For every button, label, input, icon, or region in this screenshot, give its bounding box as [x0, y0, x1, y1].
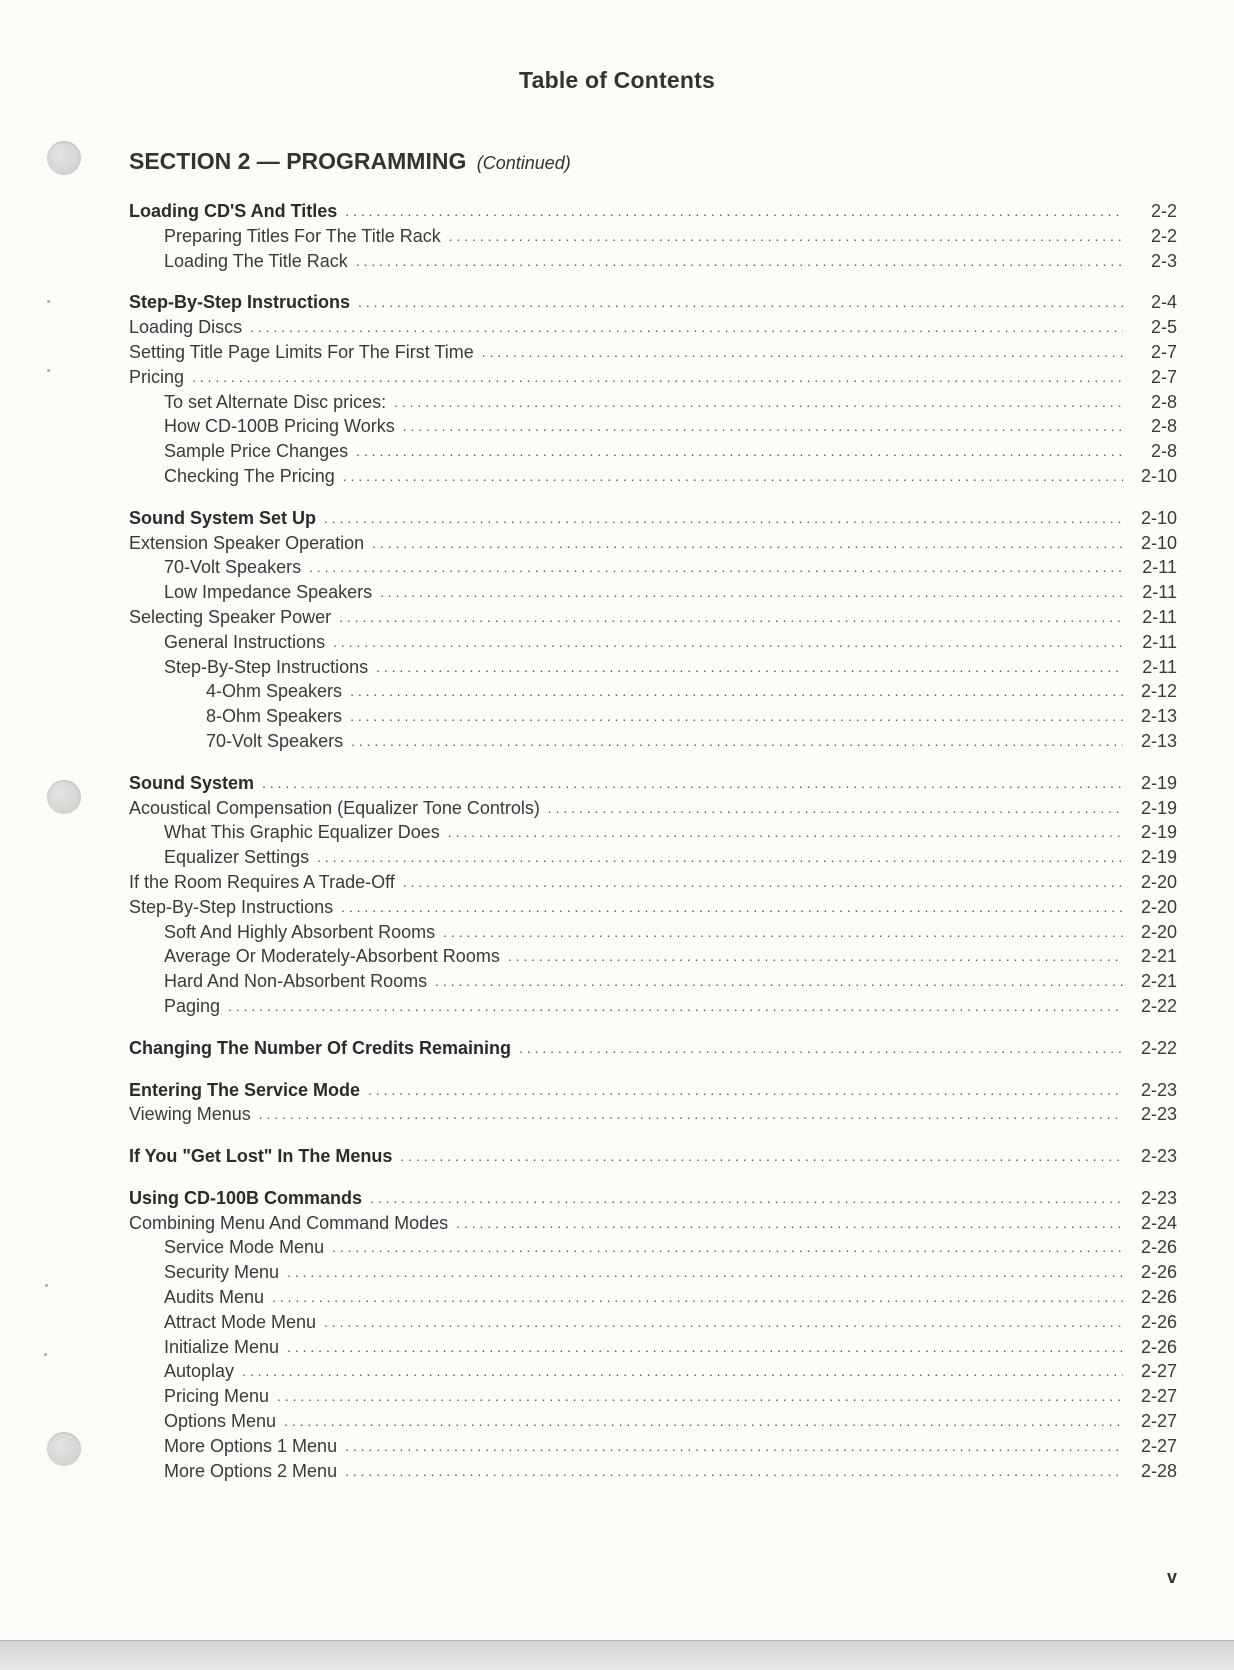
toc-entry[interactable]	[129, 1285, 1177, 1310]
toc-entry-label: Extension Speaker Operation	[129, 532, 365, 553]
toc-entry[interactable]	[129, 1260, 1177, 1285]
toc-entry-label: Acoustical Compensation (Equalizer Tone Controls)	[129, 797, 540, 818]
toc-entry-page: 2-26	[1140, 1262, 1177, 1283]
toc-dot-leader	[284, 1409, 1123, 1434]
toc-entry-page: 2-19	[1140, 847, 1177, 868]
toc-entry-label: Sound System Set Up	[129, 507, 317, 528]
toc-entry[interactable]	[129, 870, 1177, 895]
toc-entry[interactable]	[129, 704, 1177, 729]
toc-entry-page: 2-19	[1140, 822, 1177, 843]
toc-entry-label: Security Menu	[164, 1262, 280, 1283]
toc-entry-label: Entering The Service Mode	[129, 1079, 361, 1100]
toc-dot-leader	[376, 655, 1123, 680]
toc-entry-label: Equalizer Settings	[164, 847, 310, 868]
toc-entry-page: 2-23	[1140, 1187, 1177, 1208]
toc-entry-page: 2-7	[1150, 341, 1177, 362]
toc-entry-label: Average Or Moderately-Absorbent Rooms	[164, 946, 500, 967]
toc-entry-page: 2-28	[1140, 1460, 1177, 1481]
toc-entry-label: Using CD-100B Commands	[129, 1187, 363, 1208]
toc-entry-page: 2-26	[1140, 1311, 1177, 1332]
toc-entry-page: 2-13	[1140, 706, 1177, 727]
toc-entry-page: 2-26	[1140, 1237, 1177, 1258]
toc-dot-leader	[287, 1335, 1123, 1360]
toc-entry-page: 2-11	[1142, 606, 1177, 627]
toc-entry[interactable]	[129, 796, 1177, 821]
toc-entry[interactable]	[129, 365, 1177, 390]
toc-group	[129, 1036, 1177, 1061]
toc-entry[interactable]	[129, 1211, 1177, 1236]
toc-entry[interactable]	[129, 1235, 1177, 1260]
toc-entry[interactable]	[129, 1102, 1177, 1127]
toc-entry-label: Attract Mode Menu	[164, 1311, 317, 1332]
toc-dot-leader	[394, 390, 1123, 415]
toc-entry[interactable]	[129, 414, 1177, 439]
toc-dot-leader	[345, 1459, 1123, 1484]
toc-dot-leader	[548, 796, 1123, 821]
scan-speck	[47, 300, 50, 303]
toc-entry-label: Step-By-Step Instructions	[164, 656, 369, 677]
toc-entry[interactable]	[129, 1359, 1177, 1384]
toc-entry-label: Options Menu	[164, 1411, 277, 1432]
toc-dot-leader	[380, 580, 1123, 605]
toc-entry-label: Soft And Highly Absorbent Rooms	[164, 921, 436, 942]
toc-dot-leader	[350, 704, 1123, 729]
toc-entry[interactable]	[129, 1335, 1177, 1360]
toc-group	[129, 1078, 1177, 1128]
toc-entry-label: Step-By-Step Instructions	[129, 292, 351, 313]
toc-entry-label: General Instructions	[164, 631, 326, 652]
toc-entry-page: 2-24	[1140, 1212, 1177, 1233]
toc-entry[interactable]	[129, 340, 1177, 365]
toc-entry[interactable]	[129, 1036, 1177, 1061]
toc-entry-page: 2-3	[1150, 250, 1177, 271]
toc-entry[interactable]	[129, 969, 1177, 994]
toc-entry-label: 8-Ohm Speakers	[206, 706, 343, 727]
toc-entry-page: 2-11	[1142, 631, 1177, 652]
toc-entry[interactable]	[129, 1144, 1177, 1169]
table-of-contents	[129, 199, 1177, 1500]
toc-dot-leader	[343, 464, 1123, 489]
toc-entry[interactable]	[129, 506, 1177, 531]
toc-entry-page: 2-21	[1140, 946, 1177, 967]
toc-dot-leader	[192, 365, 1123, 390]
toc-dot-leader	[250, 315, 1123, 340]
toc-entry-label: If You "Get Lost" In The Menus	[129, 1146, 393, 1167]
toc-entry-page: 2-26	[1140, 1287, 1177, 1308]
toc-entry[interactable]	[129, 771, 1177, 796]
toc-entry-page: 2-19	[1140, 772, 1177, 793]
page-number: v	[1167, 1567, 1178, 1587]
section-heading-continued: (Continued)	[476, 153, 571, 173]
toc-entry-label: Selecting Speaker Power	[129, 606, 332, 627]
toc-entry[interactable]	[129, 315, 1177, 340]
toc-entry-label: 70-Volt Speakers	[164, 557, 302, 578]
toc-entry[interactable]	[129, 655, 1177, 680]
toc-dot-leader	[262, 771, 1123, 796]
toc-dot-leader	[372, 531, 1123, 556]
scan-speck	[44, 1353, 47, 1356]
toc-entry-page: 2-10	[1140, 532, 1177, 553]
toc-dot-leader	[259, 1102, 1123, 1127]
punch-hole-middle	[47, 780, 81, 814]
punch-hole-bottom	[47, 1432, 81, 1466]
toc-dot-leader	[324, 506, 1123, 531]
toc-entry-page: 2-27	[1140, 1361, 1177, 1382]
toc-entry[interactable]	[129, 630, 1177, 655]
toc-dot-leader	[443, 920, 1123, 945]
toc-entry-page: 2-10	[1140, 465, 1177, 486]
toc-entry[interactable]	[129, 729, 1177, 754]
toc-entry-label: To set Alternate Disc prices:	[164, 391, 387, 412]
scan-speck	[47, 369, 50, 372]
toc-dot-leader	[287, 1260, 1123, 1285]
toc-dot-leader	[448, 820, 1123, 845]
toc-entry-label: Setting Title Page Limits For The First Time	[129, 341, 474, 362]
toc-dot-leader	[356, 439, 1123, 464]
toc-dot-leader	[339, 605, 1123, 630]
toc-entry-label: 4-Ohm Speakers	[206, 681, 343, 702]
toc-dot-leader	[242, 1359, 1123, 1384]
toc-entry-page: 2-8	[1150, 416, 1177, 437]
toc-entry-label: Hard And Non-Absorbent Rooms	[164, 971, 428, 992]
toc-entry[interactable]	[129, 290, 1177, 315]
toc-entry-page: 2-20	[1140, 871, 1177, 892]
toc-entry[interactable]	[129, 1434, 1177, 1459]
toc-entry[interactable]	[129, 224, 1177, 249]
toc-entry-label: How CD-100B Pricing Works	[164, 416, 395, 437]
toc-dot-leader	[456, 1211, 1123, 1236]
toc-entry[interactable]	[129, 994, 1177, 1019]
section-heading	[129, 148, 571, 175]
toc-dot-leader	[351, 729, 1123, 754]
toc-entry-page: 2-27	[1140, 1435, 1177, 1456]
toc-entry-label: Autoplay	[164, 1361, 235, 1382]
toc-entry-page: 2-19	[1140, 797, 1177, 818]
toc-entry-label: Paging	[164, 995, 221, 1016]
toc-dot-leader	[345, 199, 1123, 224]
scan-speck	[45, 1284, 48, 1287]
toc-entry-page: 2-5	[1150, 317, 1177, 338]
toc-entry-page: 2-8	[1150, 391, 1177, 412]
toc-entry[interactable]	[129, 199, 1177, 224]
toc-dot-leader	[482, 340, 1123, 365]
toc-group	[129, 1144, 1177, 1169]
toc-entry[interactable]	[129, 249, 1177, 274]
toc-dot-leader	[277, 1384, 1123, 1409]
toc-dot-leader	[435, 969, 1123, 994]
toc-entry[interactable]	[129, 1078, 1177, 1103]
toc-entry-label: Audits Menu	[164, 1287, 265, 1308]
toc-dot-leader	[358, 290, 1123, 315]
toc-entry-page: 2-13	[1140, 730, 1177, 751]
toc-entry-label: Checking The Pricing	[164, 465, 335, 486]
toc-entry[interactable]	[129, 944, 1177, 969]
toc-entry-page: 2-4	[1150, 292, 1177, 313]
toc-entry-page: 2-23	[1140, 1079, 1177, 1100]
toc-entry[interactable]	[129, 1384, 1177, 1409]
toc-entry-page: 2-10	[1140, 507, 1177, 528]
toc-entry-label: Pricing Menu	[164, 1386, 270, 1407]
toc-entry[interactable]	[129, 820, 1177, 845]
toc-entry-label: Sound System	[129, 772, 255, 793]
toc-entry-label: Combining Menu And Command Modes	[129, 1212, 449, 1233]
toc-entry-page: 2-27	[1140, 1386, 1177, 1407]
section-heading-title: SECTION 2 — PROGRAMMING	[129, 148, 467, 174]
toc-dot-leader	[356, 249, 1123, 274]
toc-group	[129, 1186, 1177, 1484]
toc-entry-page: 2-2	[1150, 201, 1177, 221]
toc-dot-leader	[370, 1186, 1123, 1211]
toc-entry-label: Loading Discs	[129, 317, 243, 338]
toc-entry-page: 2-21	[1140, 971, 1177, 992]
toc-dot-leader	[309, 555, 1123, 580]
toc-dot-leader	[449, 224, 1123, 249]
punch-hole-top	[47, 141, 81, 175]
toc-entry-page: 2-22	[1140, 995, 1177, 1016]
toc-entry[interactable]	[129, 390, 1177, 415]
toc-entry[interactable]	[129, 464, 1177, 489]
toc-dot-leader	[400, 1144, 1123, 1169]
toc-entry[interactable]	[129, 555, 1177, 580]
toc-entry-page: 2-22	[1140, 1037, 1177, 1058]
scan-edge	[0, 1640, 1234, 1670]
toc-entry-label: Sample Price Changes	[164, 441, 349, 462]
toc-entry-page: 2-8	[1150, 441, 1177, 462]
toc-entry-page: 2-11	[1142, 656, 1177, 677]
toc-entry[interactable]	[129, 531, 1177, 556]
toc-entry-page: 2-20	[1140, 921, 1177, 942]
toc-entry[interactable]	[129, 679, 1177, 704]
toc-entry-label: Loading CD'S And Titles	[129, 201, 338, 221]
toc-entry[interactable]	[129, 1409, 1177, 1434]
toc-entry-page: 2-23	[1140, 1104, 1177, 1125]
toc-entry-label: More Options 2 Menu	[164, 1460, 338, 1481]
toc-entry-label: Step-By-Step Instructions	[129, 896, 334, 917]
toc-dot-leader	[350, 679, 1123, 704]
toc-entry[interactable]	[129, 605, 1177, 630]
toc-entry-label: What This Graphic Equalizer Does	[164, 822, 440, 843]
toc-entry-label: Initialize Menu	[164, 1336, 280, 1357]
toc-dot-leader	[272, 1285, 1123, 1310]
toc-group	[129, 199, 1177, 273]
toc-entry-page: 2-11	[1142, 582, 1177, 603]
toc-entry-label: If the Room Requires A Trade-Off	[129, 871, 395, 892]
page-title: Table of Contents	[519, 67, 715, 93]
toc-group	[129, 290, 1177, 488]
toc-dot-leader	[368, 1078, 1123, 1103]
toc-dot-leader	[324, 1310, 1123, 1335]
toc-entry[interactable]	[129, 845, 1177, 870]
toc-dot-leader	[403, 414, 1123, 439]
toc-dot-leader	[333, 630, 1123, 655]
toc-entry[interactable]	[129, 439, 1177, 464]
toc-dot-leader	[228, 994, 1123, 1019]
toc-entry-label: Viewing Menus	[129, 1104, 251, 1125]
toc-entry-page: 2-7	[1150, 366, 1177, 387]
toc-entry-page: 2-11	[1142, 557, 1177, 578]
toc-entry-page: 2-20	[1140, 896, 1177, 917]
toc-entry-label: Low Impedance Speakers	[164, 582, 373, 603]
toc-dot-leader	[345, 1434, 1123, 1459]
toc-dot-leader	[519, 1036, 1123, 1061]
toc-entry-label: Service Mode Menu	[164, 1237, 325, 1258]
toc-dot-leader	[317, 845, 1123, 870]
toc-entry-label: Loading The Title Rack	[164, 250, 348, 271]
toc-dot-leader	[341, 895, 1123, 920]
toc-entry[interactable]	[129, 1310, 1177, 1335]
toc-group	[129, 506, 1177, 754]
toc-entry-page: 2-27	[1140, 1411, 1177, 1432]
toc-entry[interactable]	[129, 580, 1177, 605]
toc-entry-label: Changing The Number Of Credits Remaining	[129, 1037, 512, 1058]
toc-entry-page: 2-23	[1140, 1146, 1177, 1167]
toc-entry-page: 2-26	[1140, 1336, 1177, 1357]
toc-entry[interactable]	[129, 1186, 1177, 1211]
toc-entry[interactable]	[129, 1459, 1177, 1484]
toc-entry-page: 2-12	[1140, 681, 1177, 702]
toc-dot-leader	[508, 944, 1123, 969]
toc-entry-label: Preparing Titles For The Title Rack	[164, 225, 441, 246]
toc-entry-label: More Options 1 Menu	[164, 1435, 338, 1456]
toc-dot-leader	[332, 1235, 1123, 1260]
toc-entry[interactable]	[129, 920, 1177, 945]
toc-group	[129, 771, 1177, 1019]
toc-entry[interactable]	[129, 895, 1177, 920]
toc-dot-leader	[403, 870, 1123, 895]
toc-entry-label: Pricing	[129, 366, 185, 387]
toc-entry-page: 2-2	[1150, 225, 1177, 246]
toc-entry-label: 70-Volt Speakers	[206, 730, 344, 751]
